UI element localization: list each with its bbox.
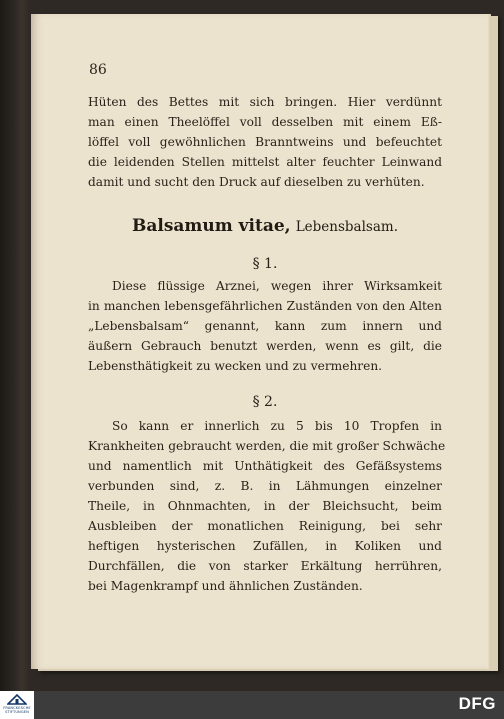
text-line: und namentlich mit Unthätigkeit des Gefäßsystems (88, 459, 442, 473)
text-line: äußern Gebrauch benutzt werden, wenn es gilt, die (88, 339, 442, 353)
text-line: Durchfällen, die von starker Erkältung herrühren, (88, 559, 442, 573)
section-2-number: § 2. (252, 394, 278, 410)
text-line: Krankheiten gebraucht werden, die mit großer Schwäche (88, 439, 446, 453)
section-heading (88, 216, 442, 236)
section-1-paragraph (88, 276, 442, 376)
text-line: So kann er innerlich zu 5 bis 10 Tropfen in (112, 419, 442, 433)
text-line: löffel voll gewöhnlichen Branntweins und befeuchtet (88, 135, 442, 149)
text-line: Diese flüssige Arznei, wegen ihrer Wirksamkeit (112, 279, 442, 293)
text-line: „Lebensbalsam“ genannt, kann zum innern und (88, 319, 442, 333)
page-edge-shadow (487, 14, 491, 669)
text-line: Lebensthätigkeit zu wecken und zu vermehren. (88, 359, 383, 373)
text-line: in manchen lebensgefährlichen Zuständen von den Alten (88, 299, 442, 313)
text-line: Ausbleiben der monatlichen Reinigung, bei sehr (88, 519, 442, 533)
section-1-number: § 1. (252, 256, 278, 272)
heading-german: Lebensbalsam. (295, 219, 398, 235)
intro-paragraph (88, 92, 442, 192)
institution-logo-icon (7, 694, 27, 705)
section-2-paragraph (88, 416, 446, 596)
page-number: 86 (89, 62, 107, 78)
heading-latin: Balsamum vitae, (131, 216, 291, 236)
text-line: man einen Theelöffel voll desselben mit einem Eß- (88, 115, 442, 129)
institution-logo-text: FRANCKESCHE STIFTUNGEN (3, 706, 31, 715)
funder-logo: DFG (458, 694, 496, 713)
text-line: die leidenden Stellen mittelst alter feuchter Leinwand (88, 155, 442, 169)
text-line: Hüten des Bettes mit sich bringen. Hier verdünnt (88, 95, 442, 109)
viewer-footer-bar (0, 691, 504, 719)
text-line: Theile, in Ohnmachten, in der Bleichsucht, beim (88, 499, 442, 513)
text-line: verbunden sind, z. B. in Lähmungen einzelner (88, 479, 442, 493)
text-line: bei Magenkrampf und ähnlichen Zuständen. (88, 579, 363, 593)
text-line: heftigen hysterischen Zufällen, in Koliken und (88, 539, 442, 553)
text-line: damit und sucht den Druck auf dieselben zu verhüten. (88, 175, 425, 189)
institution-logo (0, 691, 34, 719)
